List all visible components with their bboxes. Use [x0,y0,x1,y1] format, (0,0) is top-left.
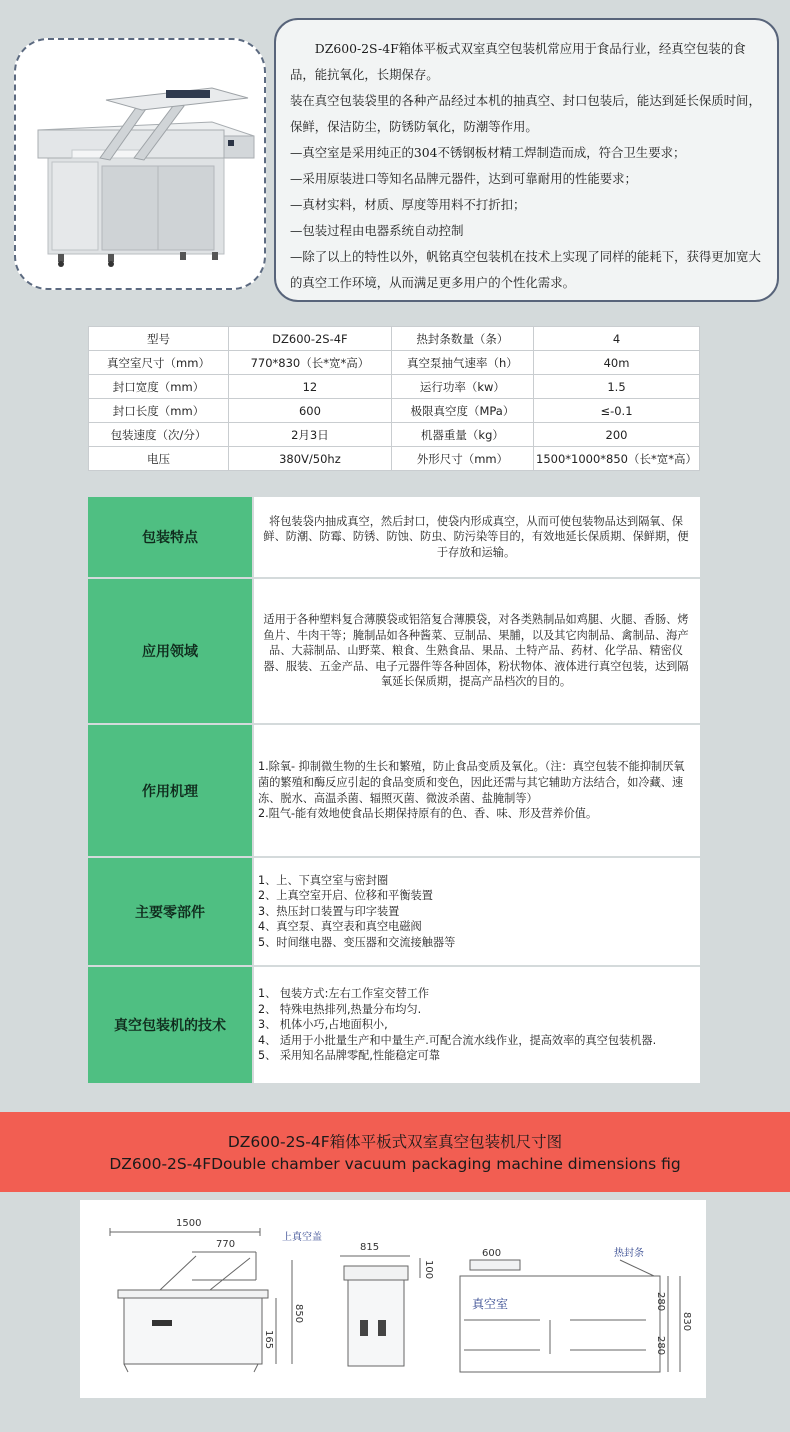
feature-title: 包装特点 [88,497,254,577]
feature-line: 2.阻气-能有效地使食品长期保持原有的色、香、味、形及营养价值。 [258,807,598,821]
dimension-drawing-svg [80,1200,706,1398]
feature-line: 5、时间继电器、变压器和交流接触器等 [258,935,456,949]
dim-label: 100 [423,1260,434,1280]
table-row [89,447,700,471]
dim-label: 1500 [176,1218,202,1229]
feature-row [88,858,700,967]
feature-body [254,725,700,856]
intro-description [274,18,779,302]
feature-line: 3、热压封口装置与印字装置 [258,904,400,918]
spec-value: 1500*1000*850（长*宽*高） [534,447,700,471]
table-row [89,351,700,375]
feature-line: 5、 采用知名品牌零配,性能稳定可靠 [258,1049,441,1063]
feature-title: 真空包装机的技术 [88,967,254,1083]
feature-body [254,858,700,965]
spec-label: 真空泵抽气速率（h） [391,351,533,375]
feature-line: 将包装袋内抽成真空，然后封口，使袋内形成真空，从而可使包装物品达到隔氧、保鲜、防潮、防霉、防锈、防蚀、防虫、防污染等目的，有效地延长保质期、保鲜期，便于存放和运输。 [263,514,689,559]
spec-value: 1.5 [534,375,700,399]
spec-label: 运行功率（kw） [391,375,533,399]
banner-title-en: DZ600-2S-4FDouble chamber vacuum packaging machine dimensions fig [109,1155,681,1173]
feature-table [88,497,700,1083]
feature-body [254,967,700,1083]
spec-label: 真空室尺寸（mm） [89,351,229,375]
feature-line: 4、真空泵、真空表和真空电磁阀 [258,920,422,934]
feature-body [254,497,700,577]
feature-body [254,579,700,723]
intro-paragraph: —除了以上的特性以外，帆铭真空包装机在技术上实现了同样的能耗下，获得更加宽大的真空工作环境，从而满足更多用户的个性化需求。 [290,249,761,290]
dim-label: 真空室 [472,1297,509,1311]
spec-value: 600 [229,399,392,423]
wheel-icon [378,1320,386,1336]
feature-line: 1.除氧- 抑制微生物的生长和繁殖，防止食品变质及氧化。（注：真空包装不能抑制厌氧菌的繁殖和酶反应引起的食品变质和变色，因此还需与其它辅助方法结合，如冷藏、速冻、脱水、高温杀菌、辐照灭菌、微波杀菌、盐腌制等） [258,760,685,805]
intro-paragraph: —真材实料，材质、厚度等用料不打折扣； [290,197,526,212]
dim-label: 280 [655,1292,666,1312]
spec-value: DZ600-2S-4F [229,327,392,351]
dimension-drawing [80,1200,706,1398]
dim-label: 850 [293,1304,304,1324]
spec-value: 12 [229,375,392,399]
vacuum-machine-image [16,40,266,290]
spec-value: ≤-0.1 [534,399,700,423]
bottom-strip [0,1406,790,1432]
dim-label: 770 [216,1239,236,1250]
feature-row [88,725,700,858]
dim-label: 280 [655,1336,666,1356]
spec-label: 热封条数量（条） [391,327,533,351]
table-row [89,423,700,447]
dim-label: 165 [263,1330,274,1350]
spec-label: 极限真空度（MPa） [391,399,533,423]
dim-label: 830 [681,1312,692,1332]
intro-paragraph: —包装过程由电器系统自动控制 [290,223,464,238]
spec-value: 40m [534,351,700,375]
feature-title: 应用领域 [88,579,254,723]
feature-row [88,579,700,725]
dimension-banner [0,1112,790,1192]
banner-title-cn: DZ600-2S-4F箱体平板式双室真空包装机尺寸图 [227,1133,563,1151]
spec-value: 200 [534,423,700,447]
feature-line: 2、上真空室开启、位移和平衡装置 [258,889,433,903]
feature-row [88,497,700,579]
spec-label: 包装速度（次/分） [89,423,229,447]
feature-title: 作用机理 [88,725,254,856]
feature-line: 3、 机体小巧,占地面积小, [258,1018,388,1032]
feature-row [88,967,700,1083]
feature-line: 1、上、下真空室与密封圈 [258,873,389,887]
intro-paragraph: —采用原装进口等知名品牌元器件，达到可靠耐用的性能要求； [290,171,637,186]
spec-label: 封口长度（mm） [89,399,229,423]
feature-line: 2、 特殊电热排列,热量分布均匀. [258,1002,422,1016]
spec-label: 封口宽度（mm） [89,375,229,399]
spec-label: 外形尺寸（mm） [391,447,533,471]
spec-value: 2月3日 [229,423,392,447]
product-photo-card [14,38,266,290]
spec-label: 机器重量（kg） [391,423,533,447]
spec-table [88,326,700,471]
dim-label: 600 [482,1248,502,1259]
dim-label: 815 [360,1242,380,1253]
feature-title: 主要零部件 [88,858,254,965]
table-row [89,327,700,351]
dim-label: 热封条 [614,1248,644,1259]
spec-value: 380V/50hz [229,447,392,471]
panel-icon [152,1320,172,1326]
intro-paragraph: DZ600-2S-4F箱体平板式双室真空包装机常应用于食品行业，经真空包装的食品，能抗氧化，长期保存。 [290,41,746,82]
intro-paragraph: 装在真空包装袋里的各种产品经过本机的抽真空、封口包装后，能达到延长保质时间，保鲜，保洁防尘，防锈防氧化，防潮等作用。 [290,93,761,134]
table-row [89,399,700,423]
dim-label: 上真空盖 [282,1232,322,1243]
wheel-icon [360,1320,368,1336]
feature-line: 4、 适用于小批量生产和中量生产.可配合流水线作业，提高效率的真空包装机器. [258,1033,657,1047]
intro-paragraph: —真空室是采用纯正的304不锈钢板材精工焊制造而成，符合卫生要求； [290,145,686,160]
spec-label: 型号 [89,327,229,351]
spec-label: 电压 [89,447,229,471]
feature-line: 1、 包装方式:左右工作室交替工作 [258,987,430,1001]
feature-line: 适用于各种塑料复合薄膜袋或铝箔复合薄膜袋，对各类熟制品如鸡腿、火腿、香肠、烤鱼片、牛肉干等；腌制品如各种酱菜、豆制品、果脯，以及其它肉制品、禽制品、海产品、大蒜制品、山野菜、粮食、生熟食品、果品、土特产品、药材、化学品、精密仪器、服装、五金产品、电子元器件等各种固体，粉状物体、液体进行真空包装，达到隔氧延长保质期，提高产品档次的目的。 [263,613,689,689]
spec-value: 770*830（长*宽*高） [229,351,392,375]
spec-value: 4 [534,327,700,351]
table-row [89,375,700,399]
